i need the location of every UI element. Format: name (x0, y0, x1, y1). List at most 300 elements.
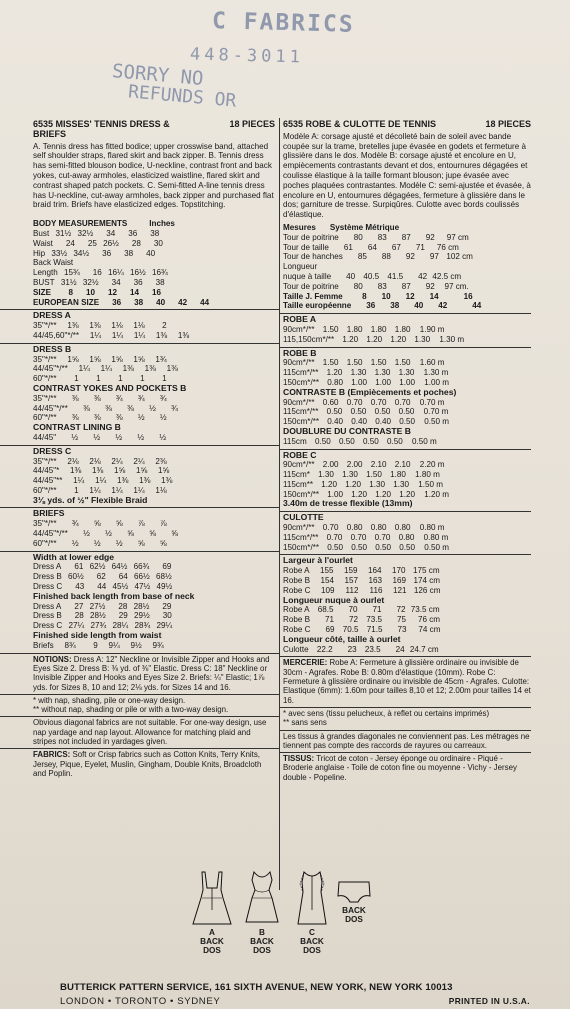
row-value: 169 (392, 576, 406, 586)
row-value: 42 (178, 297, 188, 307)
row-value: 1¼ (78, 364, 90, 374)
section-rule (279, 449, 531, 450)
row-label: EUROPEAN SIZE (33, 297, 100, 307)
row-value: 1.20 m (424, 489, 449, 499)
view-c-back (288, 870, 336, 955)
row-value: 64½ (111, 562, 128, 572)
measure-row (283, 272, 531, 282)
row-value: ⅜ (105, 403, 112, 413)
row-label: 115cm*/** (283, 407, 319, 417)
row-label: 44/45"*/** (33, 403, 68, 413)
row-label: Tour de poitrine (283, 232, 339, 242)
row-label: Robe C (283, 585, 311, 595)
row-value: 1.20 (342, 334, 359, 344)
row-label: Robe B (283, 615, 310, 625)
row-value: 42 (418, 271, 428, 281)
row-label: 90cm*/** (283, 358, 315, 368)
row-value: 1.80 (390, 470, 406, 480)
row-value: 97 cm. (444, 281, 469, 291)
measure-row (283, 576, 531, 586)
section-rule (0, 716, 279, 717)
row-value: 0.40 (351, 417, 367, 427)
row-value: 97 (429, 252, 439, 262)
row-value: 1.30 (350, 368, 367, 378)
measure-row (283, 252, 531, 262)
row-value: ½ (115, 432, 123, 442)
row-label: 90cm*/** (283, 397, 315, 407)
avec-sens-note (283, 709, 531, 718)
row-label: 35"*/** (33, 456, 57, 466)
row-label: Robe A (283, 605, 310, 615)
measure-row (33, 529, 275, 539)
row-value: 28½ (133, 601, 150, 611)
row-value: ½ (137, 413, 145, 423)
row-value: 1¼ (133, 330, 146, 340)
back-views (188, 870, 388, 970)
french-description: Modèle A: corsage ajusté et décolleté bain de soleil avec bande coupée sur la trame, bretelles jupe évasée en godets et fermeture à glissière dans le dos. Modèle B: corsage ajusté et encolure en U, empiècements contrastants devant et dos, entournures dégagées et coulisse élastique à la taille formant blouson; jupe évasée avec poches plaquées contrastantes. Modèle C: semi-ajustée et évasée, à encolure en U, entournures dégagées, fermeture à glissière dans le dos; garniture de tresse. Surpiqûres. Culotte avec bords coulissés d'élastique. (283, 131, 531, 220)
tissus (283, 754, 531, 782)
row-value: 71 (415, 242, 425, 252)
section-rule (279, 707, 531, 708)
view-briefs-back (334, 878, 374, 924)
row-label: Dress C (33, 621, 63, 631)
row-value: 0.50 m (411, 436, 437, 446)
row-value: 28 (74, 611, 84, 621)
row-value: 126 cm (413, 585, 441, 595)
english-column (33, 120, 275, 778)
row-label: 44/45"* (33, 466, 60, 476)
view-a-back (188, 870, 236, 955)
row-label: SIZE (33, 287, 51, 297)
measure-row (33, 539, 275, 549)
mercerie-text: Robe A: Fermeture à glissière ordinaire ou invisible de 30cm - Agrafes. Robe B: 0.80m d'élastique (10mm). Robe C: Fermeture à glissière ordinaire ou invisible de 45cm - Agrafes. Culotte: Elastique (6mm): 1.60m pour tailles 8,10 et 12; 2.00m pour tailles 14 et 16. (283, 658, 531, 705)
row-label: 115cm* (283, 470, 310, 480)
row-label: 35"*/** (33, 354, 57, 364)
robe-b-heading: ROBE B (283, 347, 317, 358)
row-label: Dress B (33, 572, 62, 582)
row-value: ½ (149, 403, 156, 413)
row-value: 32½ (82, 277, 99, 287)
nonap-note (33, 705, 275, 714)
row-value: 12 (405, 291, 415, 301)
row-value: ⅜ (93, 393, 101, 403)
row-value: 112 (345, 585, 359, 595)
row-value: 0.50 (398, 407, 415, 417)
publisher-footer (60, 982, 530, 1007)
row-value: 2.10 (394, 460, 411, 470)
row-value: 40.5 (363, 271, 380, 281)
row-value: 1⅛ (155, 485, 167, 495)
row-value: 40 (346, 271, 356, 281)
row-value: 61 (343, 242, 353, 252)
row-value: 30 (153, 238, 163, 248)
row-label: Tour de taille (283, 242, 329, 252)
row-value: 0.50 (351, 542, 367, 552)
row-value: 34 (111, 277, 121, 287)
measure-row (283, 460, 531, 470)
view-c-dos-label: DOS (303, 946, 321, 955)
row-value: 0.50 (350, 407, 367, 417)
row-label: Bust (33, 228, 50, 238)
row-value: 80 (353, 281, 363, 291)
row-value: 1⅜ (89, 321, 101, 331)
row-value: ¾ (171, 403, 178, 413)
printed-in: PRINTED IN U.S.A. (448, 996, 530, 1006)
row-value: 72 (396, 605, 406, 615)
measure-row (283, 437, 531, 447)
row-value: 1 (96, 374, 101, 384)
row-label: Longueur (283, 262, 318, 272)
row-value: 1 (162, 374, 167, 384)
row-value: 0.70 (322, 523, 339, 533)
row-label: 90cm*/** (283, 324, 315, 334)
mesures-header (283, 223, 531, 233)
nap-note (33, 696, 275, 705)
contrast-lining-heading: CONTRAST LINING B (33, 422, 121, 433)
row-value: 1 (140, 374, 145, 384)
sans-sens-note-text: ** sans sens (283, 718, 327, 728)
row-value: 1⅜ (139, 476, 151, 486)
row-value: 66½ (134, 572, 150, 582)
row-value: 1.80 (370, 324, 387, 334)
view-b-dos-label: DOS (253, 946, 271, 955)
row-value: 1.90 m (419, 324, 445, 334)
row-value: 1.00 (327, 489, 343, 499)
row-value (139, 258, 161, 268)
row-value: ⅜ (115, 413, 123, 423)
measure-row (283, 480, 531, 490)
row-value: ½ (159, 432, 167, 442)
row-value: 2 (162, 321, 167, 331)
section-rule (279, 347, 531, 348)
row-label: Robe C (283, 625, 311, 635)
measure-row (283, 407, 531, 417)
longueur-cote-heading: Longueur côté, taille à ourlet (283, 633, 401, 644)
row-value: 34 (106, 228, 116, 238)
row-value: 0.50 (326, 407, 343, 417)
section-rule (279, 656, 531, 657)
row-value: 1¼ (73, 476, 85, 486)
row-value: 9¾ (152, 640, 164, 650)
fabrics-text: Soft or Crisp fabrics such as Cotton Knits, Terry Knits, Jersey, Pique, Eyelet, Muslin, Gingham, Double Knits, Broadcloth and Poplin. (33, 750, 262, 778)
row-value: 44 (97, 582, 107, 592)
french-column (283, 120, 531, 782)
row-value: 44 (200, 297, 210, 307)
view-c-back-label: BACK (300, 937, 324, 946)
notions-text: Dress A: 12" Neckline or Invisible Zipper and Hooks and Eyes Size 2. Dress B: ⅜ yd. of ⅜" Elastic. Dress C: 18" Neckline or Invisible Zipper and Hooks and Eyes Size 2. Briefs: ¼" Elastic; 1⅞ yds. for Sizes 8, 10 and 12; 2⅛ yds. for Sizes 14 and 16. (33, 654, 270, 692)
row-value: 24 (395, 644, 405, 654)
row-value: 1.30 m (423, 368, 449, 378)
row-value: 62 (96, 572, 106, 582)
row-label: 90cm*/** (283, 523, 315, 533)
row-label: 60"*/** (33, 485, 57, 495)
row-value: 14 (429, 291, 439, 301)
row-label: Taille européenne (283, 301, 352, 311)
row-value: 0.50 (327, 542, 343, 552)
row-value: 1.20 (375, 489, 391, 499)
measure-row (283, 325, 531, 335)
row-label: 35"*/** (33, 321, 57, 331)
section-rule (279, 730, 531, 731)
row-value: 92 (425, 232, 435, 242)
row-value: 0.50 m (424, 542, 449, 552)
row-value: 85 (357, 252, 367, 262)
row-value: 26½ (103, 238, 119, 248)
view-a-dos-label: DOS (203, 946, 221, 955)
measure-row (33, 364, 275, 374)
measure-row (33, 249, 275, 259)
row-value: 1.50 (370, 358, 387, 368)
row-value: ½ (93, 538, 101, 548)
row-value: ⅞ (159, 519, 167, 529)
row-value: 1.20 (321, 479, 337, 489)
measure-row (33, 404, 275, 414)
row-value: 1.50 (322, 324, 339, 334)
row-value (73, 258, 95, 268)
row-value: 1¼ (111, 485, 123, 495)
store-stamp-line4: REFUNDS OR (127, 81, 238, 112)
row-value: 31½ (60, 277, 77, 287)
robe-a-heading: ROBE A (283, 314, 317, 325)
row-value: 30 (162, 611, 172, 621)
tissus-text: Tricot de coton - Jersey éponge ou ordinaire - Piqué - Broderie anglaise - Toile de coton fine ou moyenne - Vichy - Jersey double - Popeline. (283, 754, 517, 782)
row-label: 44/45"*/** (33, 529, 68, 539)
row-value: 2¼ (111, 456, 123, 466)
measure-row (33, 268, 275, 278)
row-label: Dress A (33, 562, 62, 572)
measure-row (33, 641, 275, 651)
view-a-back-label: BACK (200, 937, 224, 946)
row-value: 1.20 (399, 489, 415, 499)
row-value: ⅜ (71, 413, 79, 423)
row-label: 44/45"*/** (33, 364, 68, 374)
row-value: ¾ (137, 393, 145, 403)
row-value: 29¼ (156, 621, 173, 631)
row-value: 1⅛ (133, 321, 145, 331)
row-value: 1⅝ (158, 466, 170, 476)
measure-row (283, 282, 531, 292)
row-value: 154 (320, 576, 334, 586)
row-value: 164 (368, 566, 382, 576)
measure-row (283, 301, 531, 311)
row-value: ⅜ (127, 403, 134, 413)
row-value: 28 (118, 601, 128, 611)
english-description: A. Tennis dress has fitted bodice; upper crosswise band, attached self shoulder straps, flared skirt and back zipper. B. Tennis dress has semi-fitted blouson bodice, U-neckline, contrast front and back yokes, cut-away armholes, elasticized waistline, flared skirt and contrast shaped patch pockets. C. Semi-fitted A-line tennis dress has U-neckline, cut-away armholes, back zipper and purchased flat braid trim. Briefs have elasticized edges. Topstitching. (33, 141, 274, 210)
row-value: 68½ (156, 572, 172, 582)
row-value: ⅝ (149, 529, 156, 539)
french-title: 6535 ROBE & CULOTTE DE TENNIS 18 PIECES (283, 119, 531, 129)
row-value: ¾ (115, 393, 123, 403)
row-value: 29½ (134, 611, 150, 621)
measure-row (283, 368, 531, 378)
row-value: 0.70 (394, 397, 411, 407)
tissus-label: TISSUS: (283, 754, 315, 764)
row-value: 23 (347, 644, 357, 654)
row-value: 38 (390, 301, 400, 311)
row-value: 74 cm (418, 625, 441, 635)
row-value: 1.30 m (439, 334, 465, 344)
row-value: 2.00 (322, 460, 339, 470)
measure-row (283, 566, 531, 576)
row-value: 1.30 (414, 334, 431, 344)
measure-row (283, 605, 531, 615)
view-b-letter: B (259, 928, 265, 937)
row-value: ⅜ (83, 403, 90, 413)
row-value: 0.70 (346, 397, 363, 407)
dress-a-back-sketch (192, 870, 232, 928)
measure-row (283, 523, 531, 533)
row-value: 0.80 (398, 532, 415, 542)
row-value: ⅝ (127, 529, 134, 539)
row-value: 24 (65, 238, 75, 248)
store-stamp-phone: 448-3011 (189, 44, 305, 68)
row-value: ⅜ (93, 413, 101, 423)
row-value: 64 (367, 242, 377, 252)
row-value: 2⅜ (155, 456, 167, 466)
row-value: 29 (162, 601, 172, 611)
column-divider (279, 118, 280, 890)
row-label: 35"*/** (33, 393, 57, 403)
row-value: 1.00 m (424, 377, 449, 387)
footer-cities-row (60, 996, 530, 1007)
row-value: 45½ (112, 582, 129, 592)
row-value: 71 (372, 605, 382, 615)
row-value: 0.80 (370, 523, 387, 533)
row-value: 42.5 cm (432, 271, 462, 281)
row-value: 157 (344, 576, 358, 586)
row-value: 10 (381, 291, 391, 301)
measure-row (33, 433, 275, 443)
row-label: 150cm*/** (283, 542, 319, 552)
row-value: 1.50 (346, 358, 363, 368)
measure-row (283, 615, 531, 625)
store-stamp-line1: C FABRICS (211, 8, 355, 38)
row-value: 1⅜ (155, 330, 168, 340)
row-value: 0.50 (386, 436, 403, 446)
measure-row (33, 331, 275, 341)
measure-row (283, 645, 531, 655)
row-value: ⅝ (171, 529, 178, 539)
row-value: 1⅜ (177, 330, 190, 340)
row-label: 150cm*/** (283, 417, 319, 427)
row-value: 0.50 (399, 542, 415, 552)
briefs-heading: BRIEFS (33, 508, 65, 519)
row-value: 88 (381, 252, 391, 262)
sans-sens-note (283, 718, 531, 727)
row-value: 0.80 (346, 523, 363, 533)
row-value (117, 258, 139, 268)
inches-label: Inches (149, 219, 175, 229)
row-value (389, 262, 413, 272)
row-value: 1 (118, 374, 123, 384)
row-value: 1⅜ (161, 476, 173, 486)
tresse-note: 3.40m de tresse flexible (13mm) (283, 498, 413, 509)
body-measurements-title: BODY MEASUREMENTS (33, 219, 128, 229)
row-label: Hip (33, 248, 46, 258)
dress-a-heading: DRESS A (33, 310, 71, 321)
row-value: 102 cm (446, 252, 473, 262)
row-value: 1⅛ (111, 321, 123, 331)
row-value: 83 (377, 281, 387, 291)
row-value: 0.50 (362, 436, 379, 446)
view-briefs-dos-label: DOS (345, 915, 363, 924)
row-value: 0.50 (374, 407, 391, 417)
row-value: 29 (118, 611, 128, 621)
body-measurements-header (33, 219, 275, 229)
row-value: 9 (93, 640, 98, 650)
row-value: 1¼ (111, 330, 124, 340)
row-value: 60½ (68, 572, 84, 582)
row-value: 16¾ (152, 268, 168, 278)
row-label: Tour de poitrine (283, 281, 339, 291)
row-value: 70 (348, 605, 358, 615)
row-value: 2¼ (133, 456, 145, 466)
largeur-ourlet-heading: Largeur à l'ourlet (283, 555, 353, 566)
section-rule (279, 752, 531, 753)
row-value: 2.20 m (419, 460, 445, 470)
row-value: ⅜ (71, 393, 79, 403)
row-value: 14 (129, 287, 139, 297)
row-value: 1⅜ (92, 466, 104, 476)
row-value: 70.5 (342, 625, 359, 635)
row-value: 1 (74, 485, 79, 495)
row-value: 1.00 (399, 377, 415, 387)
row-value: 32½ (77, 228, 94, 238)
row-value: 0.80 m (419, 523, 445, 533)
row-value: 0.40 (375, 417, 391, 427)
row-value: 25 (87, 238, 97, 248)
measure-row (33, 258, 275, 268)
row-value: ¾ (71, 519, 79, 529)
row-value: 1 (74, 374, 79, 384)
row-value: 71 (324, 615, 334, 625)
row-label: 35"*/** (33, 519, 57, 529)
row-value: 87 (401, 232, 411, 242)
row-value: 1⅜ (67, 321, 79, 331)
row-value: 38 (150, 228, 160, 238)
row-value: 2⅛ (89, 456, 101, 466)
nap-note-text: * with nap, shading, pile or one-way design. (33, 695, 186, 705)
row-value: 1⅝ (136, 466, 148, 476)
row-value: 36 (102, 248, 112, 258)
row-value: 83 (377, 232, 387, 242)
row-label: 60"*/** (33, 413, 57, 423)
row-value: 159 (344, 566, 358, 576)
row-label: 60"*/** (33, 374, 57, 384)
row-value: 76 cm (436, 242, 459, 252)
row-value: 41.5 (387, 271, 404, 281)
measure-row (33, 457, 275, 467)
row-value: ½ (71, 538, 79, 548)
row-value: 1⅝ (111, 354, 123, 364)
row-value (95, 258, 117, 268)
row-value: 155 (320, 566, 334, 576)
row-value: ½ (115, 538, 123, 548)
row-value: 47½ (134, 582, 151, 592)
row-value: 92 (425, 281, 435, 291)
row-value: 1.30 (374, 368, 391, 378)
row-value: 1¼ (89, 485, 101, 495)
row-value: 1.20 (351, 489, 367, 499)
diagonales-note-text: Les tissus à grandes diagonales ne conviennent pas. Les métrages ne tiennent pas compte des raccords de rayures ou carreaux. (283, 731, 530, 750)
diagonal-note-text: Obvious diagonal fabrics are not suitable. For one-way design, use nap yardage and nap layout. Allowance for matching plaid and stripes not included in yardages given. (33, 718, 267, 747)
briefs-back-sketch (336, 878, 372, 906)
measure-row (33, 239, 275, 249)
row-value: 1⅝ (114, 466, 126, 476)
row-label: 44/45"** (33, 476, 63, 486)
store-stamp-line3: SORRY NO (111, 60, 205, 90)
measure-row (283, 358, 531, 368)
